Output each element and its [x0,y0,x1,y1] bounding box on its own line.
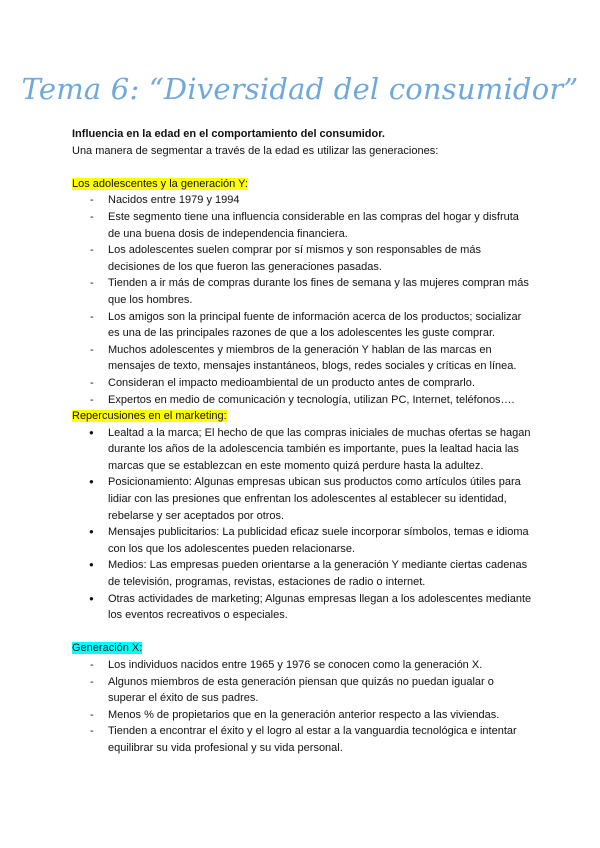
spacer [72,624,532,641]
list-item: - Consideran el impacto medioambiental de un producto antes de comprarlo. [72,375,532,392]
list-item: ● Otras actividades de marketing; Algunas empresas llegan a los adolescentes mediante los eventos recreativos o especiales. [72,591,532,624]
list-item: - Los adolescentes suelen comprar por sí mismos y son responsables de más decisiones de los que fueron las generaciones pasadas. [72,242,532,275]
marketing-label: Repercusiones en el marketing: [72,410,227,423]
generation-y-heading [72,176,532,193]
list-item: - Tienden a ir más de compras durante los fines de semana y las mujeres compran más que los hombres. [72,275,532,308]
marketing-heading [72,408,532,425]
list-item: ● Posicionamiento: Algunas empresas ubican sus productos como artículos útiles para lidiar con las presiones que enfrentan los adolescentes al establecer su identidad, rebelarse y ser aceptados por otros. [72,474,532,524]
list-item: - Nacidos entre 1979 y 1994 [72,192,532,209]
list-item: - Menos % de propietarios que en la generación anterior respecto a las viviendas. [72,707,532,724]
generation-x-heading [72,640,532,657]
list-item: - Expertos en medio de comunicación y tecnología, utilizan PC, Internet, teléfonos…. [72,392,532,409]
list-item: ● Lealtad a la marca; El hecho de que las compras iniciales de muchas ofertas se hagan durante los años de la adolescencia también es importante, pues la lealtad hacia las marcas que se establezcan en este momento quizá perdure hasta la adultez. [72,425,532,475]
list-item: - Muchos adolescentes y miembros de la generación Y hablan de las marcas en mensajes de texto, mensajes instantáneos, blogs, redes sociales y críticas en línea. [72,342,532,375]
document-title: Tema 6: “Diversidad del consumidor” [21,72,579,106]
spacer [72,159,532,176]
marketing-list [72,425,532,624]
generation-y-label: Los adolescentes y la generación Y: [72,177,248,190]
section-subheading: Influencia en la edad en el comportamiento del consumidor. [72,128,385,140]
list-item: - Tienden a encontrar el éxito y el logro al estar a la vanguardia tecnológica e intentar equilibrar su vida profesional y su vida personal. [72,723,532,756]
generation-x-list [72,657,532,757]
list-item: ● Mensajes publicitarios: La publicidad eficaz suele incorporar símbolos, temas e idioma con los que los adolescentes pueden relacionarse. [72,524,532,557]
document-body [72,126,532,757]
list-item: - Este segmento tiene una influencia considerable en las compras del hogar y disfruta de una buena dosis de independencia financiera. [72,209,532,242]
list-item: - Los individuos nacidos entre 1965 y 1976 se conocen como la generación X. [72,657,532,674]
list-item: - Algunos miembros de esta generación piensan que quizás no puedan igualar o superar el éxito de sus padres. [72,674,532,707]
intro-paragraph: Una manera de segmentar a través de la edad es utilizar las generaciones: [72,144,439,157]
generation-x-label: Generación X: [72,642,143,655]
generation-y-list [72,192,532,408]
list-item: ● Medios: Las empresas pueden orientarse a la generación Y mediante ciertas cadenas de televisión, programas, revistas, estaciones de radio o internet. [72,557,532,590]
list-item: - Los amigos son la principal fuente de información acerca de los productos; socializar es una de las principales razones de que a los adolescentes les guste comprar. [72,309,532,342]
